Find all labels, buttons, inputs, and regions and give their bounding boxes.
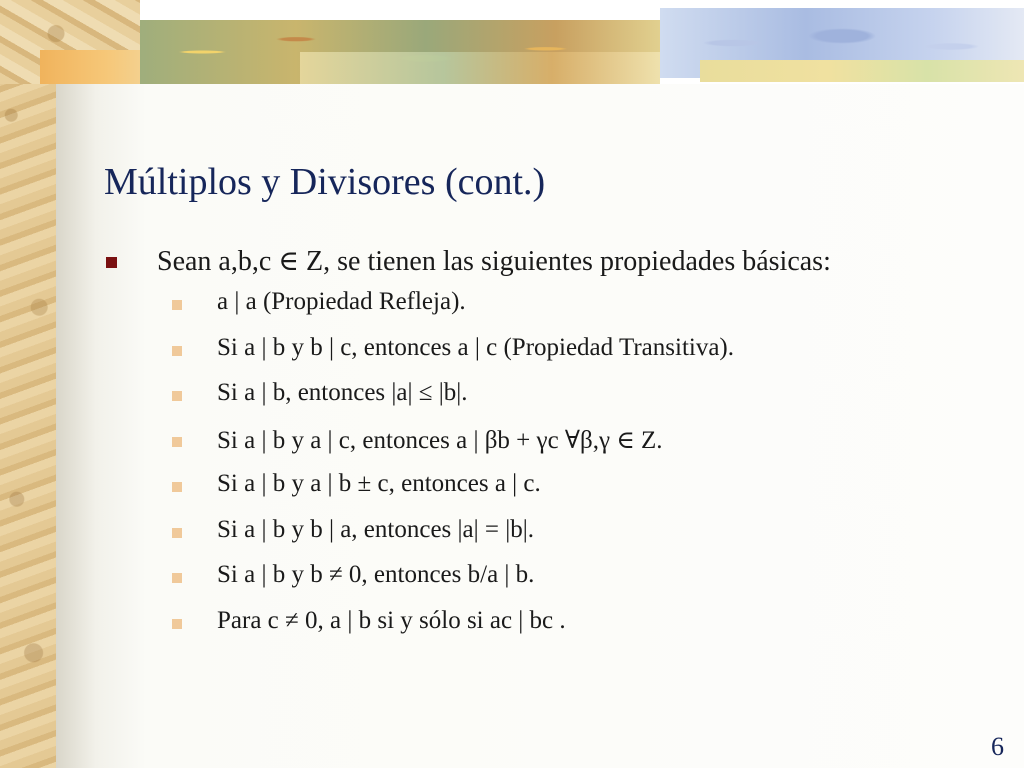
square-bullet-icon bbox=[172, 528, 182, 538]
intro-text: Sean a,b,c ∈ Z, se tienen las siguientes propiedades básicas: bbox=[157, 246, 831, 277]
square-bullet-icon bbox=[172, 482, 182, 492]
square-bullet-icon bbox=[172, 619, 182, 629]
square-bullet-icon bbox=[172, 346, 182, 356]
square-bullet-icon bbox=[172, 300, 182, 310]
square-bullet-icon bbox=[172, 437, 182, 447]
page-number: 6 bbox=[991, 732, 1004, 761]
square-bullet-icon bbox=[106, 257, 117, 268]
decorative-collage-yellow bbox=[700, 60, 1024, 82]
square-bullet-icon bbox=[172, 573, 182, 583]
square-bullet-icon bbox=[172, 391, 182, 401]
decorative-collage-orange bbox=[40, 50, 150, 84]
parchment-border-left bbox=[0, 0, 56, 768]
slide-title: Múltiplos y Divisores (cont.) bbox=[104, 161, 546, 203]
decorative-collage-band bbox=[300, 52, 660, 84]
